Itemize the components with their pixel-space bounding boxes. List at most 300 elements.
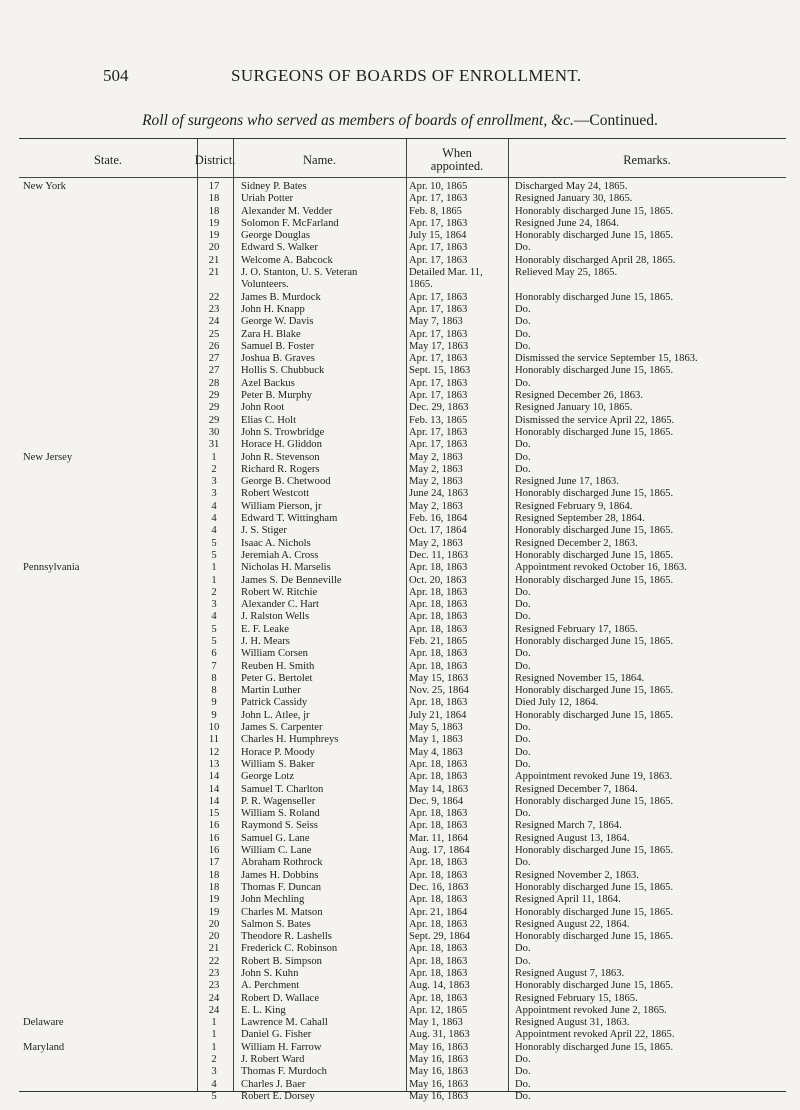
name-cell: Edward T. Wittingham [241, 513, 338, 525]
name-cell: James B. Murdock [241, 291, 321, 303]
appointed-cell: Aug. 14, 1863 [409, 980, 470, 992]
name-cell: George Lotz [241, 771, 295, 783]
district-cell: 27 [208, 365, 220, 377]
table-row [19, 316, 786, 328]
table-row [19, 1079, 786, 1091]
table-row [19, 820, 786, 832]
name-cell: Robert Westcott [241, 488, 310, 500]
remarks-cell: Do. [515, 303, 531, 315]
appointed-cell: May 16, 1863 [409, 1066, 469, 1078]
table-row [19, 919, 786, 931]
district-cell: 4 [211, 513, 217, 525]
name-cell: Horace P. Moody [241, 746, 315, 758]
district-cell: 3 [211, 599, 217, 611]
state-cell: Delaware [23, 1017, 64, 1029]
remarks-cell: Do. [515, 611, 531, 623]
name-cell: Robert E. Dorsey [241, 1090, 315, 1102]
remarks-cell: Honorably discharged June 15, 1865. [515, 931, 674, 943]
district-cell: 9 [211, 697, 217, 709]
remarks-cell: Resigned February 17, 1865. [515, 623, 638, 635]
remarks-cell: Resigned November 2, 1863. [515, 869, 639, 881]
name-cell: Isaac A. Nichols [241, 537, 311, 549]
appointed-cell: Dec. 16, 1863 [409, 881, 469, 893]
district-cell: 29 [208, 390, 220, 402]
name-cell: George B. Chetwood [241, 476, 331, 488]
table-row [19, 427, 786, 439]
appointed-cell: May 14, 1863 [409, 783, 469, 795]
remarks-cell: Do. [515, 857, 531, 869]
state-cell: New York [23, 181, 66, 192]
district-cell: 4 [211, 525, 217, 537]
remarks-cell: Do. [515, 316, 531, 328]
district-cell: 2 [211, 1054, 217, 1066]
remarks-cell: Honorably discharged June 15, 1865. [515, 549, 674, 561]
name-cell: Richard R. Rogers [241, 463, 320, 475]
appointed-cell: July 15, 1864 [409, 230, 467, 242]
table-row [19, 464, 786, 476]
appointed-cell: Apr. 18, 1863 [409, 611, 468, 623]
remarks-cell: Do. [515, 463, 531, 475]
remarks-cell: Resigned March 7, 1864. [515, 820, 622, 832]
table-row [19, 833, 786, 845]
appointed-cell: Apr. 17, 1863 [409, 254, 468, 266]
remarks-cell: Resigned April 11, 1864. [515, 894, 621, 906]
remarks-cell: Resigned June 17, 1863. [515, 476, 619, 488]
name-cell: James S. Carpenter [241, 722, 323, 734]
table-row [19, 697, 786, 709]
header-rule [19, 177, 786, 178]
name-cell: Patrick Cassidy [241, 697, 308, 709]
appointed-cell: May 2, 1863 [409, 476, 463, 488]
remarks-cell: Honorably discharged June 15, 1865. [515, 426, 674, 438]
appointed-cell: Apr. 18, 1863 [409, 968, 468, 979]
remarks-cell: Do. [515, 242, 531, 254]
remarks-cell: Do. [515, 943, 531, 955]
appointed-cell: Apr. 17, 1863 [409, 291, 468, 303]
name-cell: J. Ralston Wells [241, 611, 310, 623]
appointed-cell: May 2, 1863 [409, 451, 463, 463]
remarks-cell: Do. [515, 1054, 531, 1066]
name-cell: Theodore R. Lashells [241, 931, 332, 943]
table-row [19, 230, 786, 242]
name-cell: Solomon F. McFarland [241, 217, 339, 229]
district-cell: 24 [208, 1004, 220, 1016]
district-cell: 7 [211, 660, 217, 672]
district-cell: 20 [208, 242, 220, 254]
name-cell: Alexander M. Vedder [241, 205, 333, 217]
table-row [19, 353, 786, 365]
appointed-cell: Apr. 18, 1863 [409, 857, 468, 869]
appointed-cell: Oct. 20, 1863 [409, 574, 467, 586]
appointed-cell: May 2, 1863 [409, 537, 463, 549]
district-cell: 1 [211, 1041, 217, 1053]
name-cell: Sidney P. Bates [241, 181, 307, 192]
name-cell: Charles M. Matson [241, 906, 323, 918]
table-row [19, 1091, 786, 1103]
name-cell: William Corsen [241, 648, 308, 660]
name-cell: Raymond S. Seiss [241, 820, 318, 832]
name-cell: Zara H. Blake [241, 328, 301, 340]
appointed-cell: Sept. 15, 1863 [409, 365, 471, 377]
district-cell: 5 [211, 635, 217, 647]
appointed-cell: Apr. 18, 1863 [409, 586, 468, 598]
district-cell: 11 [208, 734, 220, 746]
district-cell: 17 [208, 857, 220, 869]
appointed-cell: Aug. 17, 1864 [409, 845, 470, 857]
remarks-cell: Do. [515, 955, 531, 967]
appointed-cell: Apr. 17, 1863 [409, 377, 468, 389]
appointed-cell: May 16, 1863 [409, 1054, 469, 1066]
remarks-cell: Resigned February 9, 1864. [515, 500, 633, 512]
table-row [19, 525, 786, 537]
appointed-cell: May 1, 1863 [409, 1017, 463, 1029]
appointed-cell: Apr. 18, 1863 [409, 992, 468, 1004]
name-cell: Peter G. Bertolet [241, 672, 313, 684]
appointed-cell: May 4, 1863 [409, 746, 463, 758]
remarks-cell: Appointment revoked June 2, 1865. [515, 1004, 667, 1016]
table-row [19, 784, 786, 796]
appointed-cell: Feb. 13, 1865 [409, 414, 468, 426]
remarks-cell: Do. [515, 599, 531, 611]
district-cell: 2 [211, 463, 217, 475]
table-row [19, 685, 786, 697]
name-cell: Azel Backus [241, 377, 295, 389]
remarks-cell: Honorably discharged June 15, 1865. [515, 635, 674, 647]
name-cell: Robert B. Simpson [241, 955, 322, 967]
remarks-cell: Do. [515, 808, 531, 820]
appointed-cell: May 7, 1863 [409, 316, 463, 328]
appointed-cell: Apr. 17, 1863 [409, 426, 468, 438]
name-cell: William H. Farrow [241, 1041, 322, 1053]
appointed-cell: Aug. 31, 1863 [409, 1029, 470, 1041]
appointed-cell: Apr. 17, 1863 [409, 390, 468, 402]
district-cell: 21 [208, 267, 220, 279]
appointed-cell: May 2, 1863 [409, 463, 463, 475]
name-cell: Robert D. Wallace [241, 992, 320, 1004]
table-row [19, 1005, 786, 1017]
district-cell: 28 [208, 377, 220, 389]
district-cell: 16 [208, 820, 220, 832]
remarks-cell: Honorably discharged June 15, 1865. [515, 881, 674, 893]
roll-table [19, 138, 786, 1102]
table-row [19, 267, 786, 292]
header-district: District. [194, 152, 236, 167]
appointed-cell: Apr. 18, 1863 [409, 771, 468, 783]
district-cell: 21 [208, 943, 220, 955]
appointed-cell: May 16, 1863 [409, 1078, 469, 1090]
district-cell: 18 [208, 881, 220, 893]
appointed-cell: Apr. 18, 1863 [409, 869, 468, 881]
table-row [19, 857, 786, 869]
state-cell: Pennsylvania [23, 562, 80, 574]
table-row [19, 747, 786, 759]
name-cell: J. O. Stanton, U. S. Veteran Volunteers. [241, 267, 358, 291]
appointed-cell: Apr. 18, 1863 [409, 943, 468, 955]
remarks-cell: Dismissed the service April 22, 1865. [515, 414, 675, 426]
remarks-cell: Dismissed the service September 15, 1863. [515, 353, 698, 365]
district-cell: 25 [208, 328, 220, 340]
name-cell: Alexander C. Hart [241, 599, 319, 611]
appointed-cell: Apr. 18, 1863 [409, 894, 468, 906]
appointed-cell: Feb. 8, 1865 [409, 205, 462, 217]
table-row [19, 1054, 786, 1066]
remarks-cell: Do. [515, 377, 531, 389]
table-row [19, 218, 786, 230]
name-cell: George Douglas [241, 230, 310, 242]
name-cell: Nicholas H. Marselis [241, 562, 331, 574]
table-row [19, 624, 786, 636]
name-cell: Abraham Rothrock [241, 857, 323, 869]
name-cell: P. R. Wagenseller [241, 795, 316, 807]
name-cell: Uriah Potter [241, 193, 294, 205]
appointed-cell: Detailed Mar. 11, 1865. [409, 267, 483, 291]
remarks-cell: Do. [515, 451, 531, 463]
header-appointed: When appointed. [430, 146, 484, 173]
remarks-cell: Do. [515, 586, 531, 598]
appointed-cell: Apr. 17, 1863 [409, 328, 468, 340]
header-name: Name. [303, 152, 336, 167]
district-cell: 6 [211, 648, 217, 660]
district-cell: 5 [211, 1090, 217, 1102]
remarks-cell: Honorably discharged June 15, 1865. [515, 574, 674, 586]
appointed-cell: Apr. 18, 1863 [409, 808, 468, 820]
table-row [19, 452, 786, 464]
table-row [19, 538, 786, 550]
table-row [19, 402, 786, 414]
remarks-cell: Do. [515, 1066, 531, 1078]
name-cell: Samuel T. Charlton [241, 783, 324, 795]
table-row [19, 1017, 786, 1029]
table-row [19, 993, 786, 1005]
appointed-cell: Nov. 25, 1864 [409, 685, 469, 697]
remarks-cell: Honorably discharged June 15, 1865. [515, 980, 674, 992]
table-row [19, 378, 786, 390]
page-header [103, 66, 703, 90]
name-cell: Edward S. Walker [241, 242, 318, 254]
district-cell: 8 [211, 685, 217, 697]
name-cell: Daniel G. Fisher [241, 1029, 312, 1041]
district-cell: 2 [211, 586, 217, 598]
table-row [19, 771, 786, 783]
table-row [19, 242, 786, 254]
name-cell: Robert W. Ritchie [241, 586, 318, 598]
remarks-cell: Honorably discharged June 15, 1865. [515, 1041, 674, 1053]
remarks-cell: Honorably discharged June 15, 1865. [515, 685, 674, 697]
appointed-cell: Apr. 17, 1863 [409, 217, 468, 229]
district-cell: 4 [211, 611, 217, 623]
running-head: SURGEONS OF BOARDS OF ENROLLMENT. [231, 66, 582, 85]
remarks-cell: Do. [515, 660, 531, 672]
district-cell: 24 [208, 992, 220, 1004]
appointed-cell: May 16, 1863 [409, 1041, 469, 1053]
name-cell: John S. Kuhn [241, 968, 299, 979]
appointed-cell: Apr. 18, 1863 [409, 820, 468, 832]
appointed-cell: Apr. 17, 1863 [409, 439, 468, 451]
table-row [19, 501, 786, 513]
name-cell: Horace H. Gliddon [241, 439, 322, 451]
name-cell: Reuben H. Smith [241, 660, 315, 672]
header-state: State. [93, 152, 123, 167]
remarks-cell: Do. [515, 734, 531, 746]
appointed-cell: Apr. 17, 1863 [409, 303, 468, 315]
remarks-cell: Resigned January 30, 1865. [515, 193, 633, 205]
name-cell: E. L. King [241, 1004, 286, 1016]
district-cell: 20 [208, 918, 220, 930]
appointed-cell: Dec. 9, 1864 [409, 795, 464, 807]
table-row [19, 931, 786, 943]
name-cell: John Mechling [241, 894, 305, 906]
table-title [0, 112, 800, 130]
district-cell: 29 [208, 402, 220, 414]
remarks-cell: Discharged May 24, 1865. [515, 181, 628, 192]
table-row [19, 636, 786, 648]
table-row [19, 734, 786, 746]
table-row [19, 599, 786, 611]
remarks-cell: Resigned November 15, 1864. [515, 672, 645, 684]
name-cell: John S. Trowbridge [241, 426, 325, 438]
appointed-cell: Apr. 17, 1863 [409, 353, 468, 365]
appointed-cell: Apr. 18, 1863 [409, 623, 468, 635]
table-row [19, 513, 786, 525]
table-row [19, 587, 786, 599]
state-cell: Maryland [23, 1041, 65, 1053]
remarks-cell: Do. [515, 328, 531, 340]
district-cell: 15 [208, 808, 220, 820]
remarks-cell: Honorably discharged June 15, 1865. [515, 795, 674, 807]
table-row [19, 710, 786, 722]
name-cell: Frederick C. Robinson [241, 943, 338, 955]
remarks-cell: Died July 12, 1864. [515, 697, 599, 709]
district-cell: 1 [211, 574, 217, 586]
district-cell: 12 [208, 746, 220, 758]
remarks-cell: Resigned June 24, 1864. [515, 217, 619, 229]
remarks-cell: Resigned December 7, 1864. [515, 783, 638, 795]
remarks-cell: Honorably discharged June 15, 1865. [515, 525, 674, 537]
district-cell: 31 [208, 439, 220, 451]
district-cell: 3 [211, 488, 217, 500]
name-cell: John Root [241, 402, 285, 414]
appointed-cell: Dec. 29, 1863 [409, 402, 469, 414]
table-row [19, 882, 786, 894]
name-cell: Samuel G. Lane [241, 832, 310, 844]
table-row [19, 415, 786, 427]
name-cell: Jeremiah A. Cross [241, 549, 319, 561]
remarks-cell: Resigned September 28, 1864. [515, 513, 645, 525]
remarks-cell: Honorably discharged June 15, 1865. [515, 709, 674, 721]
district-cell: 1 [211, 1017, 217, 1029]
district-cell: 18 [208, 193, 220, 205]
district-cell: 3 [211, 1066, 217, 1078]
remarks-cell: Honorably discharged June 15, 1865. [515, 906, 674, 918]
appointed-cell: May 2, 1863 [409, 500, 463, 512]
name-cell: John H. Knapp [241, 303, 305, 315]
district-cell: 30 [208, 426, 220, 438]
name-cell: Welcome A. Babcock [241, 254, 333, 266]
name-cell: Joshua B. Graves [241, 353, 315, 365]
table-row [19, 550, 786, 562]
table-row [19, 648, 786, 660]
appointed-cell: May 1, 1863 [409, 734, 463, 746]
table-row [19, 968, 786, 980]
name-cell: Samuel B. Foster [241, 340, 315, 352]
remarks-cell: Resigned August 13, 1864. [515, 832, 630, 844]
appointed-cell: Sept. 29, 1864 [409, 931, 471, 943]
remarks-cell: Do. [515, 758, 531, 770]
name-cell: James H. Dobbins [241, 869, 319, 881]
remarks-cell: Do. [515, 648, 531, 660]
district-cell: 14 [208, 783, 220, 795]
district-cell: 29 [208, 414, 220, 426]
table-row [19, 907, 786, 919]
district-cell: 24 [208, 316, 220, 328]
remarks-cell: Do. [515, 439, 531, 451]
remarks-cell: Relieved May 25, 1865. [515, 267, 618, 279]
district-cell: 22 [208, 291, 220, 303]
appointed-cell: Apr. 18, 1863 [409, 562, 468, 574]
appointed-cell: Feb. 21, 1865 [409, 635, 468, 647]
table-row [19, 390, 786, 402]
remarks-cell: Honorably discharged June 15, 1865. [515, 488, 674, 500]
remarks-cell: Resigned December 2, 1863. [515, 537, 638, 549]
district-cell: 16 [208, 832, 220, 844]
appointed-cell: Apr. 17, 1863 [409, 242, 468, 254]
remarks-cell: Do. [515, 1078, 531, 1090]
name-cell: Charles J. Baer [241, 1078, 306, 1090]
table-row [19, 341, 786, 353]
name-cell: William Pierson, jr [241, 500, 322, 512]
name-cell: John R. Stevenson [241, 451, 320, 463]
name-cell: Elias C. Holt [241, 414, 297, 426]
name-cell: Thomas F. Murdoch [241, 1066, 327, 1078]
remarks-cell: Do. [515, 340, 531, 352]
appointed-cell: Apr. 18, 1863 [409, 758, 468, 770]
remarks-cell: Do. [515, 1090, 531, 1102]
name-cell: J. S. Stiger [241, 525, 287, 537]
district-cell: 8 [211, 672, 217, 684]
district-cell: 16 [208, 845, 220, 857]
district-cell: 14 [208, 771, 220, 783]
appointed-cell: Oct. 17, 1864 [409, 525, 467, 537]
table-body [19, 181, 786, 1103]
table-row [19, 673, 786, 685]
table-row [19, 439, 786, 451]
district-cell: 4 [211, 1078, 217, 1090]
remarks-cell: Honorably discharged June 15, 1865. [515, 291, 674, 303]
table-row [19, 329, 786, 341]
appointed-cell: May 17, 1863 [409, 340, 469, 352]
district-cell: 17 [208, 181, 220, 192]
district-cell: 10 [208, 722, 220, 734]
remarks-cell: Honorably discharged April 28, 1865. [515, 254, 676, 266]
district-cell: 9 [211, 709, 217, 721]
district-cell: 27 [208, 353, 220, 365]
table-row [19, 943, 786, 955]
table-row [19, 1042, 786, 1054]
name-cell: William C. Lane [241, 845, 312, 857]
remarks-cell: Resigned August 31, 1863. [515, 1017, 630, 1029]
header-remarks: Remarks. [623, 152, 671, 167]
appointed-cell: Feb. 16, 1864 [409, 513, 468, 525]
district-cell: 23 [208, 980, 220, 992]
table-row [19, 193, 786, 205]
name-cell: James S. De Benneville [241, 574, 342, 586]
table-row [19, 661, 786, 673]
table-row [19, 611, 786, 623]
table-row [19, 255, 786, 267]
table-row [19, 476, 786, 488]
district-cell: 13 [208, 758, 220, 770]
table-row [19, 365, 786, 377]
